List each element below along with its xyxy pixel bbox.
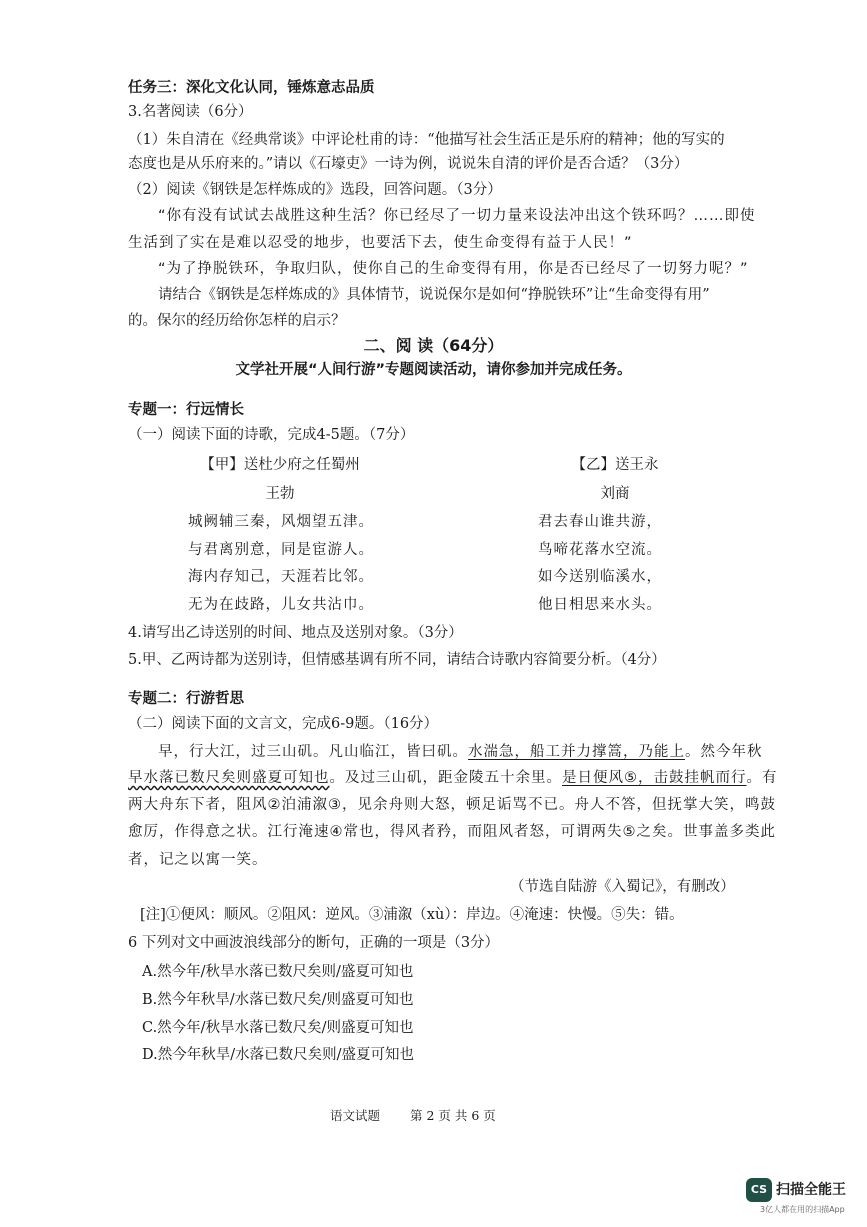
- option-d: D.然今年秋旱/水落已数尺矣则/盛夏可知也: [142, 1047, 414, 1063]
- annotation-note: [注]①便风：顺风。②阻风：逆风。③浦溆（xù）：岸边。④淹速：快慢。⑤失：错。: [140, 907, 684, 923]
- quote1-line1: “你有没有试试去战胜这种生活？你已经尽了一切力量来设法冲出这个铁环吗？……即使: [158, 208, 756, 224]
- q3-title: 3.名著阅读（6分）: [128, 104, 253, 120]
- part1-title: （一）阅读下面的诗歌，完成4-5题。（7分）: [128, 427, 415, 443]
- option-c: C.然今年/秋旱水落已数尺矣/则盛夏可知也: [142, 1020, 414, 1036]
- option-a: A.然今年/秋旱水落已数尺矣则/盛夏可知也: [142, 964, 414, 980]
- poem-jia-line: 与君离别意，同是宦游人。: [188, 542, 374, 558]
- section2-title: 二、阅 读（64分）: [363, 336, 504, 355]
- poem-yi-line: 他日相思来水头。: [538, 597, 662, 613]
- task3-heading: 任务三：深化文化认同，锤炼意志品质: [128, 80, 375, 96]
- option-b: B.然今年秋旱/水落已数尺矣/则盛夏可知也: [142, 992, 414, 1008]
- classical-text-line3: 两大舟东下者，阻风②泊浦溆③，见余舟则大怒，顿足诟骂不已。舟人不答，但抚掌大笑，鸣鼓: [128, 797, 776, 813]
- text-segment: 。有: [746, 770, 778, 786]
- q4: 4.请写出乙诗送别的时间、地点及送别对象。（3分）: [128, 625, 463, 641]
- classical-text-line1: [158, 742, 763, 762]
- poem-jia-author: 王勃: [265, 486, 295, 502]
- source-note: （节选自陆游《入蜀记》，有删改）: [510, 879, 735, 895]
- poem-jia-line: 海内存知己，天涯若比邻。: [188, 569, 374, 585]
- classical-text-line5: 者，记之以寓一笑。: [128, 852, 268, 868]
- quote1-line2: 生活到了实在是难以忍受的地步，也要活下去，使生命变得有益于人民！”: [128, 235, 633, 251]
- q3-1-line2: 态度也是从乐府来的。”请以《石壕吏》一诗为例，说说朱自清的评价是否合适？（3分）: [128, 156, 689, 172]
- footer-subject: 语文试题: [330, 1108, 381, 1123]
- topic2-heading: 专题二：行游哲思: [128, 691, 244, 707]
- watermark-name: 扫描全能王: [776, 1182, 846, 1198]
- poem-yi-line: 鸟啼花落水空流。: [538, 542, 662, 558]
- q3-2-line1: （2）阅读《钢铁是怎样炼成的》选段，回答问题。（3分）: [128, 182, 502, 198]
- poem-yi-line: 如今送别临溪水，: [538, 569, 662, 585]
- classical-text-line2: [128, 768, 778, 788]
- watermark-tagline: 3亿人都在用的扫描App: [760, 1205, 845, 1214]
- classical-text-line4: 愈厉，作得意之状。江行淹速④常也，得风者矜，而阻风者怒，可谓两失⑤之矣。世事盖多类此: [128, 824, 776, 840]
- wavy-underlined-sentence: 早水落已数尺矣则盛夏可知也: [128, 770, 330, 786]
- poem-jia-title: 【甲】送杜少府之任蜀州: [200, 457, 360, 473]
- q6: 6 下列对文中画波浪线部分的断句，正确的一项是（3分）: [128, 935, 500, 951]
- poem-yi-line: 君去春山谁共游，: [538, 514, 662, 530]
- poem-jia-line: 无为在歧路，儿女共沾巾。: [188, 597, 374, 613]
- text-segment: 。然今年秋: [685, 744, 763, 760]
- poem-yi-title: 【乙】送王永: [571, 457, 659, 473]
- text-segment: 早，行大江，过三山矶。凡山临江，皆曰矶。: [158, 744, 468, 760]
- poem-jia-line: 城阙辅三秦，风烟望五津。: [188, 514, 374, 530]
- topic1-heading: 专题一：行远情长: [128, 402, 244, 418]
- underlined-sentence: 是日便风⑤，击鼓挂帆而行: [562, 770, 747, 786]
- part2-title: （二）阅读下面的文言文，完成6-9题。（16分）: [128, 716, 439, 732]
- poem-yi-author: 刘商: [600, 486, 630, 502]
- quote2: “为了挣脱铁环，争取归队，使你自己的生命变得有用，你是否已经尽了一切努力呢？”: [158, 261, 749, 277]
- q3-2-ask-line2: 的。保尔的经历给你怎样的启示？: [128, 313, 346, 329]
- section2-intro: 文学社开展“人间行游”专题阅读活动，请你参加并完成任务。: [235, 362, 632, 378]
- q5: 5.甲、乙两诗都为送别诗，但情感基调有所不同，请结合诗歌内容简要分析。（4分）: [128, 652, 666, 668]
- footer-page-info: 第 2 页 共 6 页: [410, 1108, 496, 1123]
- camscanner-logo-icon: CS: [746, 1178, 772, 1202]
- underlined-sentence: 水湍急，船工并力撑篙，乃能上: [468, 744, 685, 760]
- q3-1-line1: （1）朱自清在《经典常谈》中评论杜甫的诗：“他描写社会生活正是乐府的精神；他的写实的: [128, 132, 725, 148]
- text-segment: 。及过三山矶，距金陵五十余里。: [329, 770, 562, 786]
- scanner-watermark: [746, 1176, 856, 1216]
- q3-2-ask-line1: 请结合《钢铁是怎样炼成的》具体情节，说说保尔是如何“挣脱铁环”让“生命变得有用”: [158, 287, 710, 303]
